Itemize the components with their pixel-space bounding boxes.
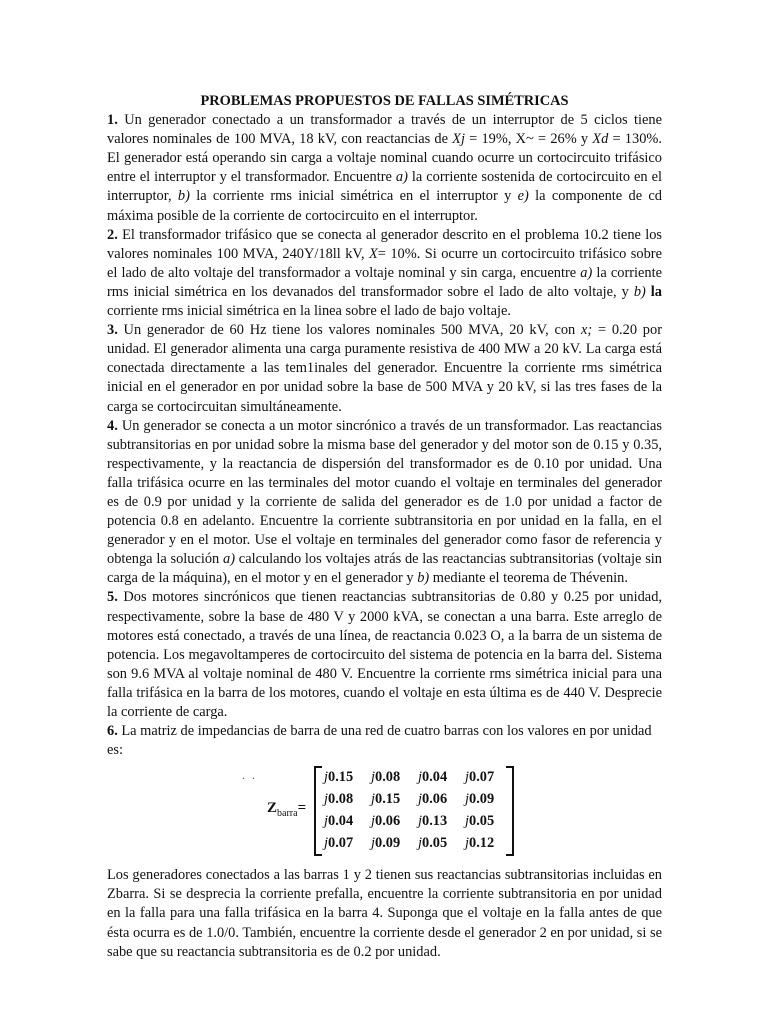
matrix-cell: j0.04: [324, 813, 354, 830]
matrix-cell: j0.12: [465, 835, 495, 852]
problem-number: 4.: [107, 417, 118, 434]
problem-6-continuation: Los generadores conectados a las barras 1 y 2 tienen sus reactancias subtransitorias incluidas en Zbarra. Si se desprecia la corriente prefalla, encuentre la corriente subtransitoria en por unidad en la falla para una falla trifásica en la barra 4. Suponga que el voltaje en la falla antes de que ésta ocurra es de 1.0/0. También, encuentre la corriente desde el generador 2 en por unidad, si se sabe que su reactancia subtransitoria es de 0.2 por unidad.: [107, 867, 662, 960]
scan-dots: . .: [242, 768, 257, 783]
matrix-cell: j0.08: [324, 791, 354, 808]
matrix-cell: j0.08: [371, 769, 401, 786]
matrix-cell: j0.13: [418, 813, 448, 830]
zbarra-matrix-block: [107, 766, 662, 860]
problem-number: 5.: [107, 589, 118, 606]
matrix-cell: j0.05: [418, 835, 448, 852]
matrix-label: $Z_{barra}=$: [267, 800, 307, 820]
matrix-row: [316, 833, 512, 854]
matrix-row: [316, 789, 512, 810]
problem-number: 6.: [107, 723, 118, 740]
matrix-cell: j0.05: [465, 813, 495, 830]
problem-5: 5. Dos motores sincrónicos que tienen reactancias subtransitorias de 0.80 y 0.25 por unidad, respectivamente, sobre la base de 480 V y 2000 kVA, se conectan a una barra. Este arreglo de motores está conectado, a través de una línea, de reactancia 0.023 O, a la barra de un sistema de potencia. Los megavoltamperes de cortocircuito del sistema de potencia en la barra del. Sistema son 9.6 MVA al voltaje nominal de 480 V. Encuentre la corriente rms simétrica inicial para una falla trifásica en la barra de los motores, cuando el voltaje en esta última es de 440 V. Desprecie la corriente de carga.: [107, 589, 662, 720]
matrix-cell: j0.15: [371, 791, 401, 808]
problem-number: 3.: [107, 322, 118, 339]
matrix-cell: j0.06: [418, 791, 448, 808]
problem-6: 6. La matriz de impedancias de barra de una red de cuatro barras con los valores en por unidad es:: [107, 723, 652, 759]
matrix-cell: j0.04: [418, 769, 448, 786]
matrix-cell: j0.09: [465, 791, 495, 808]
matrix-cell: j0.07: [324, 835, 354, 852]
problem-3: 3. Un generador de 60 Hz tiene los valores nominales 500 MVA, 20 kV, con x; = 0.20 por unidad. El generador alimenta una carga puramente resistiva de 400 MW a 20 kV. La carga está conectada directamente a las tem1inales del generador. Encuentre la corriente rms simétrica inicial en el generador en por unidad sobre la base de 500 MVA y 20 kV, si las tres fases de la carga se cortocircuitan simultáneamente.: [107, 322, 662, 415]
problem-2: 2. El transformador trifásico que se conecta al generador descrito en el problema 10.2 tiene los valores nominales 100 MVA, 240Y/18ll kV, X= 10%. Si ocurre un cortocircuito trifásico sobre el lado de alto voltaje del transformador a voltaje nominal y sin carga, encuentre a) la corriente rms inicial simétrica en los devanados del transformador sobre el lado de alto voltaje, y b) la corriente rms inicial simétrica en la linea sobre el lado de bajo voltaje.: [107, 226, 662, 320]
document-page: [107, 92, 662, 962]
matrix-cell: j0.06: [371, 813, 401, 830]
problem-4: 4. Un generador se conecta a un motor sincrónico a través de un transformador. Las reactancias subtransitorias en por unidad sobre la misma base del generador y del motor son de 0.15 y 0.35, respectivamente, y la reactancia de dispersión del transformador es de 0.10 por unidad. Una falla trifásica ocurre en las terminales del motor cuando el voltaje en terminales del generador es de 0.9 por unidad y la corriente de salida del generador es de 1.0 por unidad a factor de potencia 0.8 en adelanto. Encuentre la corriente subtransitoria en por unidad en la falla, en el generador y en el motor. Use el voltaje en terminales del generador como fasor de referencia y obtenga la solución a) calculando los voltajes atrás de las reactancias subtransitorias (voltaje sin carga de la máquina), en el motor y en el generador y b) mediante el teorema de Thévenin.: [107, 417, 662, 587]
impedance-matrix: [314, 766, 514, 856]
matrix-row: [316, 767, 512, 788]
problem-number: 1.: [107, 112, 118, 129]
problem-1: 1. Un generador conectado a un transformador a través de un interruptor de 5 ciclos tiene valores nominales de 100 MVA, 18 kV, con reactancias de Xj = 19%, X~ = 26% y Xd = 130%. El generador está operando sin carga a voltaje nominal cuando ocurre un cortocircuito trifásico entre el interruptor y el transformador. Encuentre a) la corriente sostenida de cortocircuito en el interruptor, b) la corriente rms inicial simétrica en el interruptor y e) la componente de cd máxima posible de la corriente de cortocircuito en el interruptor.: [107, 112, 662, 224]
matrix-row: [316, 811, 512, 832]
matrix-cell: j0.09: [371, 835, 401, 852]
document-title: PROBLEMAS PROPUESTOS DE FALLAS SIMÉTRICAS: [200, 93, 569, 109]
matrix-cell: j0.07: [465, 769, 495, 786]
problem-number: 2.: [107, 226, 118, 243]
matrix-cell: j0.15: [324, 769, 354, 786]
